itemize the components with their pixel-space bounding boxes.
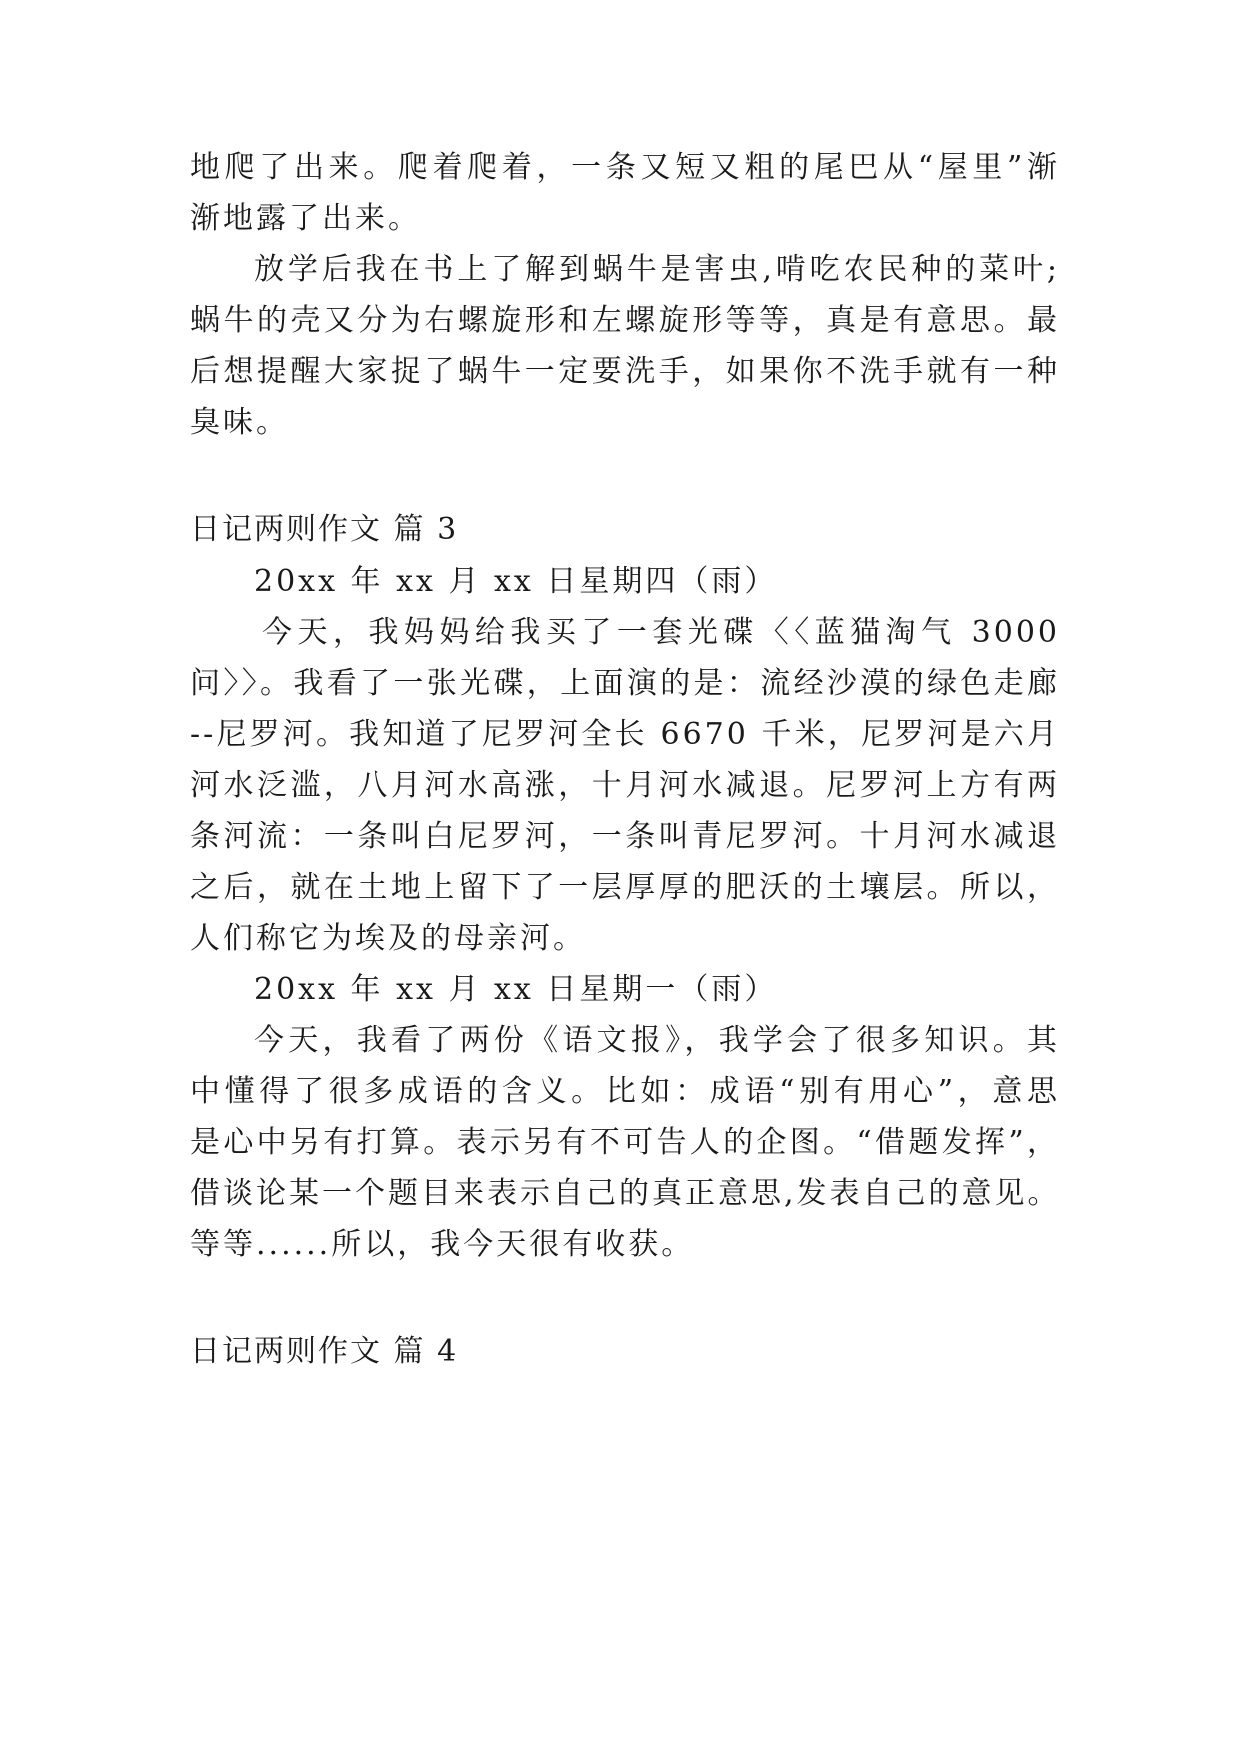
text-line: 放学后我在书上了解到蜗牛是害虫,啃吃农民种的菜叶; xyxy=(254,252,1060,287)
text-line: 蜗牛的壳又分为右螺旋形和左螺旋形等等，真是有意思。最 xyxy=(190,303,1060,338)
text-line: 臭味。 xyxy=(190,405,289,440)
text-line: 问〉〉。我看了一张光碟，上面演的是：流经沙漠的绿色走廊 xyxy=(190,666,1060,701)
section-heading: 日记两则作文 篇 4 xyxy=(190,1334,459,1369)
text-line: 条河流：一条叫白尼罗河，一条叫青尼罗河。十月河水减退 xyxy=(190,819,1060,854)
text-line: 之后，就在土地上留下了一层厚厚的肥沃的土壤层。所以， xyxy=(190,870,1060,905)
section-heading: 日记两则作文 篇 3 xyxy=(190,512,459,547)
entry-date: 20xx 年 xx 月 xx 日星期四（雨） xyxy=(254,564,778,599)
text-line: 中懂得了很多成语的含义。比如：成语“别有用心”，意思 xyxy=(190,1074,1060,1109)
text-line: 等等......所以，我今天很有收获。 xyxy=(190,1227,695,1262)
entry-date: 20xx 年 xx 月 xx 日星期一（雨） xyxy=(254,972,778,1007)
text-line: 是心中另有打算。表示另有不可告人的企图。“借题发挥”， xyxy=(190,1125,1060,1160)
text-line: 今天，我妈妈给我买了一套光碟〈〈蓝猫淘气 3000 xyxy=(262,615,1060,650)
text-line: 借谈论某一个题目来表示自己的真正意思,发表自己的意见。 xyxy=(190,1176,1061,1211)
text-line: 后想提醒大家捉了蜗牛一定要洗手，如果你不洗手就有一种 xyxy=(190,354,1060,389)
text-line: 河水泛滥，八月河水高涨，十月河水减退。尼罗河上方有两 xyxy=(190,768,1060,803)
text-line: 地爬了出来。爬着爬着，一条又短又粗的尾巴从“屋里”渐 xyxy=(190,150,1060,185)
text-line: 今天，我看了两份《语文报》，我学会了很多知识。其 xyxy=(254,1023,1060,1058)
text-line: 人们称它为埃及的母亲河。 xyxy=(190,921,586,956)
text-line: 渐地露了出来。 xyxy=(190,201,421,236)
text-line: --尼罗河。我知道了尼罗河全长 6670 千米，尼罗河是六月 xyxy=(190,717,1060,752)
